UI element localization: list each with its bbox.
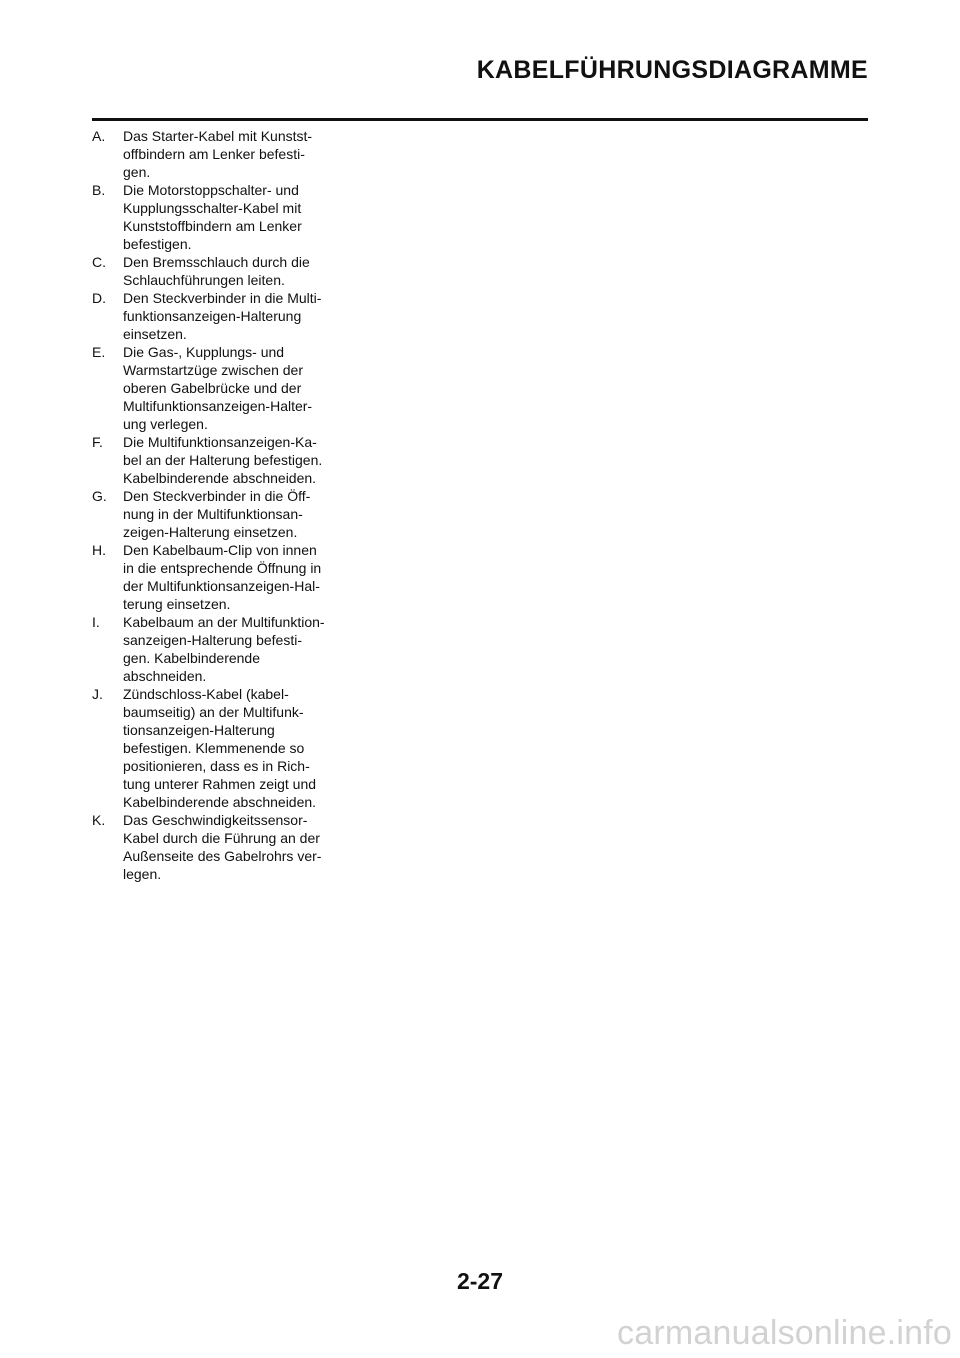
instruction-line: Kabelbaum an der Multifunktion-: [123, 614, 325, 630]
instruction-line: bel an der Halterung befestigen.: [123, 452, 323, 468]
instruction-list: [92, 127, 342, 883]
watermark: carmanualsonline.info: [617, 1314, 952, 1352]
instruction-line: der Multifunktionsanzeigen-Hal-: [123, 578, 320, 594]
instruction-line: Warmstartzüge zwischen der: [123, 362, 303, 378]
instruction-line: einsetzen.: [123, 326, 187, 342]
instruction-line: Die Gas-, Kupplungs- und: [123, 344, 285, 360]
instruction-line: nung in der Multifunktionsan-: [123, 506, 303, 522]
instruction-line: befestigen.: [123, 236, 192, 252]
instruction-letter: F.: [92, 434, 103, 450]
instruction-letter: B.: [92, 182, 106, 198]
instruction-item: [92, 433, 342, 487]
instruction-item: [92, 253, 342, 289]
instruction-line: Die Multifunktionsanzeigen-Ka-: [123, 434, 317, 450]
instruction-letter: C.: [92, 254, 106, 270]
instruction-line: gen. Kabelbinderende: [123, 650, 261, 666]
instruction-letter: J.: [92, 686, 103, 702]
instruction-letter: K.: [92, 812, 106, 828]
instruction-line: Kabel durch die Führung an der: [123, 830, 320, 846]
instruction-line: tung unterer Rahmen zeigt und: [123, 776, 317, 792]
instruction-item: [92, 127, 342, 181]
instruction-line: tionsanzeigen-Halterung: [123, 722, 275, 738]
instruction-line: baumseitig) an der Multifunk-: [123, 704, 304, 720]
instruction-line: Den Kabelbaum-Clip von innen: [123, 542, 317, 558]
instruction-item: [92, 811, 342, 883]
instruction-line: zeigen-Halterung einsetzen.: [123, 524, 298, 540]
instruction-item: [92, 613, 342, 685]
instruction-line: Kunststoffbindern am Lenker: [123, 218, 302, 234]
instruction-letter: D.: [92, 290, 106, 306]
instruction-line: terung einsetzen.: [123, 596, 231, 612]
instruction-item: [92, 181, 342, 253]
instruction-line: Den Steckverbinder in die Multi-: [123, 290, 322, 306]
instruction-item: [92, 343, 342, 433]
instruction-line: Das Starter-Kabel mit Kunstst-: [123, 128, 313, 144]
instruction-line: Kupplungsschalter-Kabel mit: [123, 200, 302, 216]
instruction-line: gen.: [123, 164, 151, 180]
page-title: KABELFÜHRUNGSDIAGRAMME: [476, 56, 868, 84]
instruction-line: offbindern am Lenker befesti-: [123, 146, 305, 162]
instruction-line: Zündschloss-Kabel (kabel-: [123, 686, 289, 702]
instruction-line: positionieren, dass es in Rich-: [123, 758, 310, 774]
instruction-line: legen.: [123, 866, 162, 882]
instruction-line: Außenseite des Gabelrohrs ver-: [123, 848, 322, 864]
instruction-letter: A.: [92, 128, 106, 144]
instruction-line: Das Geschwindigkeitssensor-: [123, 812, 308, 828]
instruction-line: Multifunktionsanzeigen-Halter-: [123, 398, 313, 414]
instruction-letter: H.: [92, 542, 106, 558]
instruction-line: befestigen. Klemmenende so: [123, 740, 305, 756]
instruction-item: [92, 487, 342, 541]
title-divider: [92, 118, 868, 121]
instruction-line: Kabelbinderende abschneiden.: [123, 794, 317, 810]
instruction-item: [92, 541, 342, 613]
instruction-letter: G.: [92, 488, 107, 504]
instruction-line: abschneiden.: [123, 668, 207, 684]
page-number: 2-27: [456, 1268, 504, 1294]
instruction-line: Den Steckverbinder in die Öff-: [123, 488, 311, 504]
instruction-line: in die entsprechende Öffnung in: [123, 560, 322, 576]
instruction-line: Kabelbinderende abschneiden.: [123, 470, 317, 486]
instruction-line: sanzeigen-Halterung befesti-: [123, 632, 302, 648]
instruction-line: oberen Gabelbrücke und der: [123, 380, 302, 396]
instruction-letter: E.: [92, 344, 106, 360]
instruction-line: Schlauchführungen leiten.: [123, 272, 285, 288]
instruction-item: [92, 289, 342, 343]
instruction-line: ung verlegen.: [123, 416, 208, 432]
instruction-item: [92, 685, 342, 811]
instruction-line: Den Bremsschlauch durch die: [123, 254, 310, 270]
instruction-letter: I.: [92, 614, 100, 630]
instruction-line: funktionsanzeigen-Halterung: [123, 308, 302, 324]
instruction-line: Die Motorstoppschalter- und: [123, 182, 299, 198]
